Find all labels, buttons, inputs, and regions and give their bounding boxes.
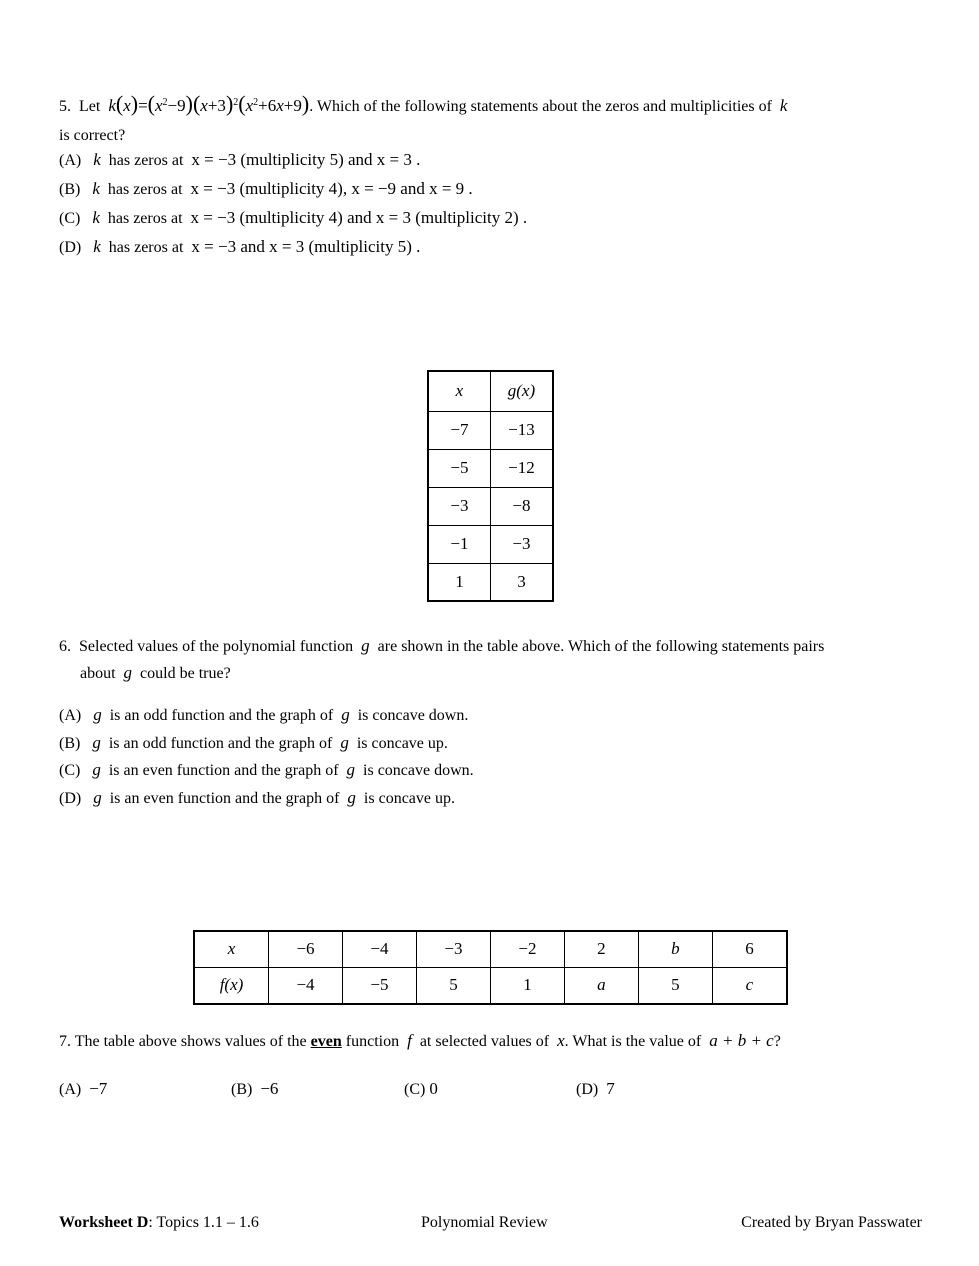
q5-stem-line2: is correct? <box>59 127 126 144</box>
q7-choice-b: (B) −6 <box>231 1079 279 1098</box>
table-g <box>427 370 554 602</box>
table-row: −1 −3 <box>428 525 553 563</box>
q5-choice-d: (D) k has zeros at x = −3 and x = 3 (multiplicity 5) . <box>59 237 421 256</box>
q5-stem-line1: 5. Let $k(x)=(x^2-9)(x+3)^2(x^2+6x+9)$. Which of the following statements about the zeros and multiplicities of k <box>59 91 788 116</box>
footer-left: Worksheet D: Topics 1.1 – 1.6 <box>59 1214 259 1231</box>
q6-stem-line2: about g could be true? <box>80 663 231 682</box>
q5-choice-a: (A) k has zeros at x = −3 (multiplicity 5) and x = 3 . <box>59 150 421 169</box>
table-row: −3 −8 <box>428 487 553 525</box>
q5-func-name: k <box>108 96 116 115</box>
table-f-x-row: x −6 −4 −3 −2 2 b 6 <box>194 931 787 967</box>
table-f <box>193 930 788 1005</box>
q6-choice-b: (B) g is an odd function and the graph of g is concave up. <box>59 733 448 752</box>
q5-choice-c: (C) k has zeros at x = −3 (multiplicity 4) and x = 3 (multiplicity 2) . <box>59 208 528 227</box>
q5-choice-b: (B) k has zeros at x = −3 (multiplicity 4), x = −9 and x = 9 . <box>59 179 473 198</box>
q7-stem: 7. The table above shows values of the even function f at selected values of x. What is the value of a + b + c? <box>59 1031 781 1050</box>
table-g-header: x g(x) <box>428 371 553 411</box>
table-row: 1 3 <box>428 563 553 601</box>
q6-choice-c: (C) g is an even function and the graph of g is concave down. <box>59 760 474 779</box>
footer-center: Polynomial Review <box>421 1214 548 1231</box>
q5-stem-rest: . Which of the following statements about the zeros and multiplicities of <box>309 98 772 115</box>
footer-right: Created by Bryan Passwater <box>741 1214 922 1231</box>
q7-choice-c: (C) 0 <box>404 1079 438 1098</box>
q6-choice-a: (A) g is an odd function and the graph of g is concave down. <box>59 705 469 724</box>
table-f-fx-row: f(x) −4 −5 5 1 a 5 c <box>194 967 787 1004</box>
even-emphasis: even <box>310 1033 342 1050</box>
table-row: −5 −12 <box>428 449 553 487</box>
q7-choice-d: (D) 7 <box>576 1079 615 1098</box>
table-row: −7 −13 <box>428 411 553 449</box>
q6-choice-d: (D) g is an even function and the graph of g is concave up. <box>59 788 455 807</box>
q6-stem-line1: 6. Selected values of the polynomial function g are shown in the table above. Which of the following statements pairs <box>59 636 825 655</box>
q7-choice-a: (A) −7 <box>59 1079 108 1098</box>
